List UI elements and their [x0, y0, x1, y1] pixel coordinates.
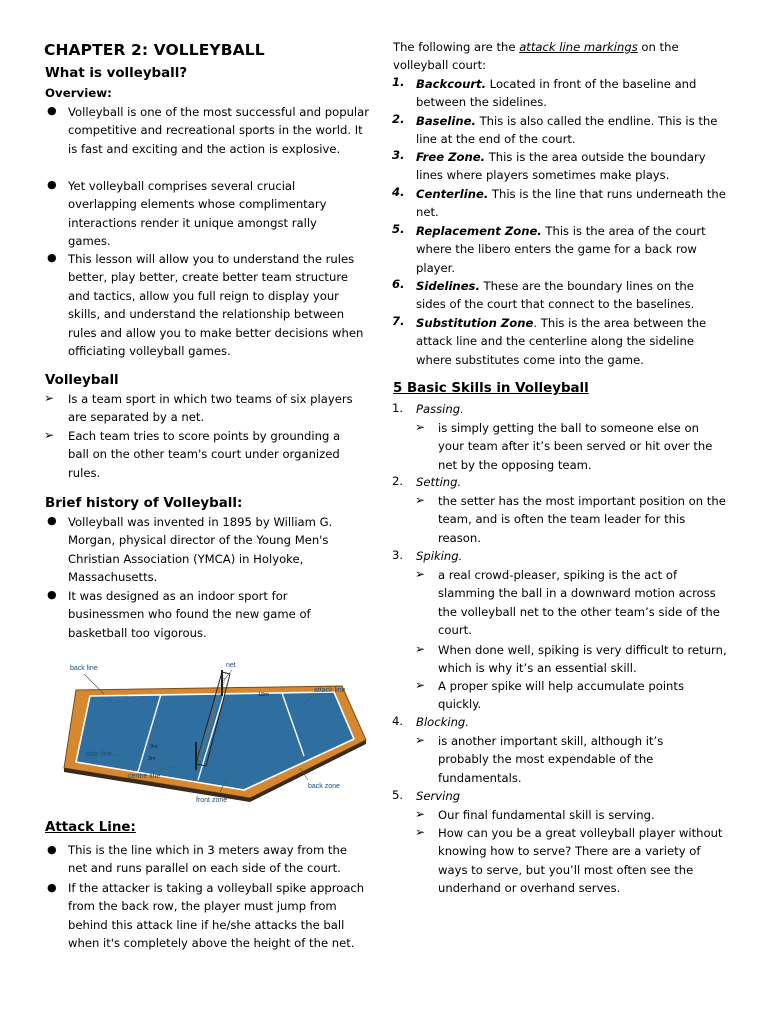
marking-description: . This is the area between the attack line and the centerline along the sideline where substitutes come into the game. [416, 316, 707, 367]
skill-name: Passing. [416, 402, 464, 416]
skills-heading: 5 Basic Skills in Volleyball [393, 381, 589, 396]
arrow-bullet-icon: ➢ [415, 807, 426, 821]
skill-name: Spiking. [416, 549, 463, 563]
arrow-bullet-icon: ➢ [44, 391, 55, 405]
skill-point: a real crowd-pleaser, spiking is the act of slamming the ball in a downward motion across the volleyball net to the other team’s side of the court. [438, 568, 720, 638]
attack-line-markings-link: attack line markings [519, 40, 638, 54]
marking-number: 2. [392, 112, 405, 126]
marking-item [416, 185, 726, 222]
intro-text-end: on the volleyball court: [393, 40, 679, 73]
back-zone-label: back zone [308, 783, 340, 790]
marking-term: Replacement Zone. [416, 224, 542, 238]
dimension-18m-label: 18m [258, 692, 269, 698]
history-item-1: Volleyball was invented in 1895 by William G. Morgan, physical director of the Young Men's Christian Association (YMCA) in Holyoke, Massachusetts. [68, 515, 333, 585]
arrow-bullet-icon: ➢ [415, 420, 426, 434]
marking-item [416, 314, 726, 369]
overview-item-3: This lesson will allow you to understand the rules better, play better, create better team structure and tactics, allow you full reign to display your skills, and understand the relationship between rules and allow you to make better decisions when officiating volleyball games. [68, 252, 364, 359]
marking-number: 4. [392, 185, 405, 199]
marking-number: 5. [392, 222, 405, 236]
marking-number: 6. [392, 277, 405, 291]
bullet-icon: ● [47, 178, 57, 191]
arrow-bullet-icon: ➢ [415, 642, 426, 656]
skill-number: 1. [392, 401, 404, 415]
markings-intro [393, 38, 713, 75]
back-line-label: back line [70, 665, 98, 672]
marking-term: Baseline. [416, 114, 476, 128]
marking-term: Backcourt. [416, 77, 486, 91]
skill-point: Our final fundamental skill is serving. [438, 808, 655, 822]
marking-description: This is also called the endline. This is the line at the end of the court. [416, 114, 718, 147]
front-zone-label: front zone [196, 797, 228, 804]
marking-description: This is the line that runs underneath the net. [416, 187, 726, 220]
skill-name: Serving [416, 789, 461, 803]
attack-line-label: attack line [314, 687, 346, 694]
intro-text: The following are the [393, 40, 520, 54]
skill-number: 5. [392, 788, 404, 802]
bullet-icon: ● [47, 881, 57, 894]
bullet-icon: ● [47, 104, 57, 117]
skill-point: is simply getting the ball to someone else on your team after it’s been served or hit over the net by the opposing team. [438, 421, 713, 472]
marking-item [416, 148, 726, 185]
arrow-bullet-icon: ➢ [415, 493, 426, 507]
marking-term: Free Zone. [416, 150, 486, 164]
skill-point: is another important skill, although it’s probably the most expendable of the fundamentals. [438, 734, 664, 785]
marking-description: These are the boundary lines on the sides of the court that connect to the baselines. [416, 279, 695, 312]
bullet-icon: ● [47, 843, 57, 856]
overview-item-2: Yet volleyball comprises several crucial overlapping elements whose complimentary interactions render it unique amongst rally games. [68, 179, 327, 249]
volleyball-item-1: Is a team sport in which two teams of six players are separated by a net. [68, 392, 353, 425]
chapter-title: CHAPTER 2: VOLLEYBALL [44, 41, 265, 59]
skill-point: When done well, spiking is very difficult to return, which is why it’s an essential skill. [438, 643, 727, 676]
overview-item-1: Volleyball is one of the most successful and popular competitive and recreational sports in the world. It is fast and exciting and the action is explosive. [68, 105, 370, 156]
skill-name: Setting. [416, 475, 462, 489]
attack-item-1: This is the line which in 3 meters away from the net and runs parallel on each side of the court. [68, 843, 347, 876]
dimension-3m-label: 3m [148, 756, 156, 762]
marking-number: 7. [392, 314, 405, 328]
what-is-heading: What is volleyball? [45, 66, 188, 81]
marking-item [416, 75, 726, 112]
arrow-bullet-icon: ➢ [44, 428, 55, 442]
volleyball-item-2: Each team tries to score points by grounding a ball on the other team's court under organized rules. [68, 429, 341, 480]
marking-description: Located in front of the baseline and between the sidelines. [416, 77, 697, 110]
marking-item [416, 112, 726, 149]
marking-item [416, 222, 726, 277]
marking-number: 3. [392, 148, 405, 162]
skill-number: 4. [392, 714, 404, 728]
net-label: net [226, 662, 236, 669]
skill-point: the setter has the most important position on the team, and is often the team leader for this reason. [438, 494, 726, 545]
marking-item [416, 277, 726, 314]
skill-point: How can you be a great volleyball player without knowing how to serve? There are a variety of ways to serve, but you’ll most often see the underhand or overhand serves. [438, 826, 723, 896]
dimension-9m-label: 9m [150, 744, 158, 750]
skill-name: Blocking. [416, 715, 469, 729]
court-diagram [46, 656, 376, 804]
bullet-icon: ● [47, 251, 57, 264]
marking-term: Centerline. [416, 187, 489, 201]
centre-line-label: centre line [128, 773, 161, 780]
bullet-icon: ● [47, 588, 57, 601]
volleyball-heading: Volleyball [45, 373, 119, 388]
marking-term: Sidelines. [416, 279, 480, 293]
attack-line-heading: Attack Line: [45, 820, 136, 835]
bullet-icon: ● [47, 514, 57, 527]
marking-description: This is the area of the court where the libero enters the game for a back row player. [416, 224, 706, 275]
marking-term: Substitution Zone [416, 316, 534, 330]
skill-number: 2. [392, 474, 404, 488]
history-item-2: It was designed as an indoor sport for businessmen who found the new game of basketball too vigorous. [68, 589, 311, 640]
skill-point: A proper spike will help accumulate points quickly. [438, 679, 684, 712]
overview-label: Overview: [45, 86, 112, 100]
attack-item-2: If the attacker is taking a volleyball spike approach from the back row, the player must jump from behind this attack line if he/she attacks the ball when it's completely above the height of the net. [68, 881, 365, 951]
side-line-label: side line [86, 751, 112, 758]
arrow-bullet-icon: ➢ [415, 567, 426, 581]
marking-number: 1. [392, 75, 405, 89]
arrow-bullet-icon: ➢ [415, 678, 426, 692]
marking-description: This is the area outside the boundary lines where players sometimes make plays. [416, 150, 706, 183]
leader-line [224, 670, 232, 680]
history-heading: Brief history of Volleyball: [45, 496, 243, 511]
arrow-bullet-icon: ➢ [415, 825, 426, 839]
skill-number: 3. [392, 548, 404, 562]
arrow-bullet-icon: ➢ [415, 733, 426, 747]
